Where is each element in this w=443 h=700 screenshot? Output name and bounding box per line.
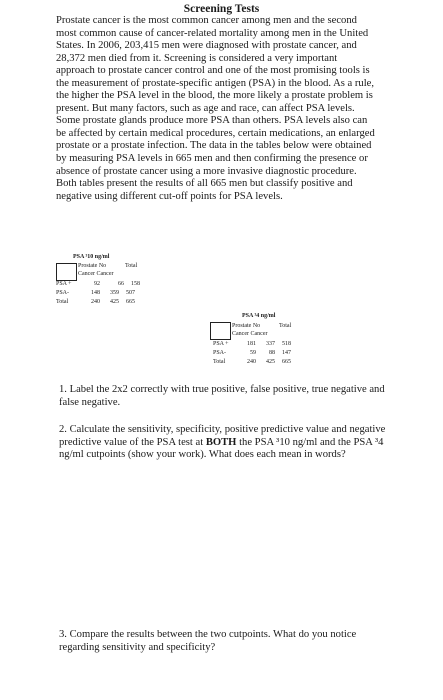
header-cancer-cancer: Cancer Cancer	[78, 271, 114, 277]
cell-value: 92	[94, 281, 100, 287]
cell-value: 337	[266, 341, 275, 347]
cell-value: 240	[91, 299, 100, 305]
cell-value: 665	[282, 359, 291, 365]
document-title: Screening Tests	[183, 3, 260, 15]
question-2	[59, 424, 389, 462]
question-3: 3. Compare the results between the two cutpoints. What do you notice regarding sensitivity and specificity?	[59, 629, 357, 653]
row-label: PSA +	[213, 341, 229, 347]
cell-value: 88	[269, 350, 275, 356]
cell-value: 66	[118, 281, 124, 287]
row-label: PSA-	[56, 290, 70, 296]
psa-4-table	[210, 312, 310, 365]
row-label: PSA-	[213, 350, 227, 356]
question-2-text: 2. Calculate the sensitivity, specificity, positive predictive value and negative predictive value of the PSA test at	[59, 424, 386, 448]
cell-value: 59	[250, 350, 256, 356]
cell-value: 148	[91, 290, 100, 296]
cell-value: 665	[126, 299, 135, 305]
header-total: Total	[279, 323, 292, 329]
table-title: PSA ³10 ng/ml	[73, 254, 110, 260]
cell-value: 181	[247, 341, 256, 347]
question-2-text-end: the PSA ³10 ng/ml and the PSA ³4 ng/ml cutpoints (show your work). What does each mean in words?	[59, 436, 384, 461]
cell-value: 425	[110, 299, 119, 305]
header-total: Total	[125, 263, 138, 269]
table-corner-box	[210, 322, 231, 340]
cell-value: 359	[110, 290, 119, 296]
cell-value: 147	[282, 350, 291, 356]
cell-value: 425	[266, 359, 275, 365]
cell-value: 507	[126, 290, 135, 296]
row-label: Total	[56, 299, 69, 305]
intro-paragraph: Prostate cancer is the most common cancer among men and the second most common cause of cancer-related mortality among men in the United States. In 2006, 203,415 men were diagnosed with prostate cancer, and 28,372 men died from it. Screening is considered a very important approach to prostate cancer control and one of the most promising tools is the measurement of prostate-specific antigen (PSA) in the blood. As a rule, the higher the PSA level in the blood, the more likely a prostate problem is present. But many factors, such as age and race, can affect PSA levels. Some prostate glands produce more PSA than others. PSA levels also can be affected by certain medical procedures, certain medications, an enlarged prostate or a prostate infection. The data in the tables below were obtained by measuring PSA levels in 665 men and then confirming the presence or absence of prostate cancer using a more invasive diagnostic procedure. Both tables present the results of all 665 men but classify positive and negative using different cut-off points for PSA levels.	[56, 15, 375, 202]
table-title: PSA ³4 ng/ml	[242, 313, 276, 319]
cell-value: 518	[282, 341, 291, 347]
header-prostate-no: Prostate No	[78, 263, 107, 269]
psa-10-table	[56, 254, 156, 305]
question-1: 1. Label the 2x2 correctly with true positive, false positive, true negative and false negative.	[59, 384, 385, 408]
header-cancer-cancer: Cancer Cancer	[232, 331, 268, 337]
cell-value: 158	[131, 281, 140, 287]
table-corner-box	[56, 263, 77, 281]
cell-value: 240	[247, 359, 256, 365]
row-label: Total	[213, 359, 226, 365]
row-label: PSA +	[56, 281, 72, 287]
question-2-emphasis: BOTH	[205, 436, 237, 448]
header-prostate-no: Prostate No	[232, 323, 261, 329]
